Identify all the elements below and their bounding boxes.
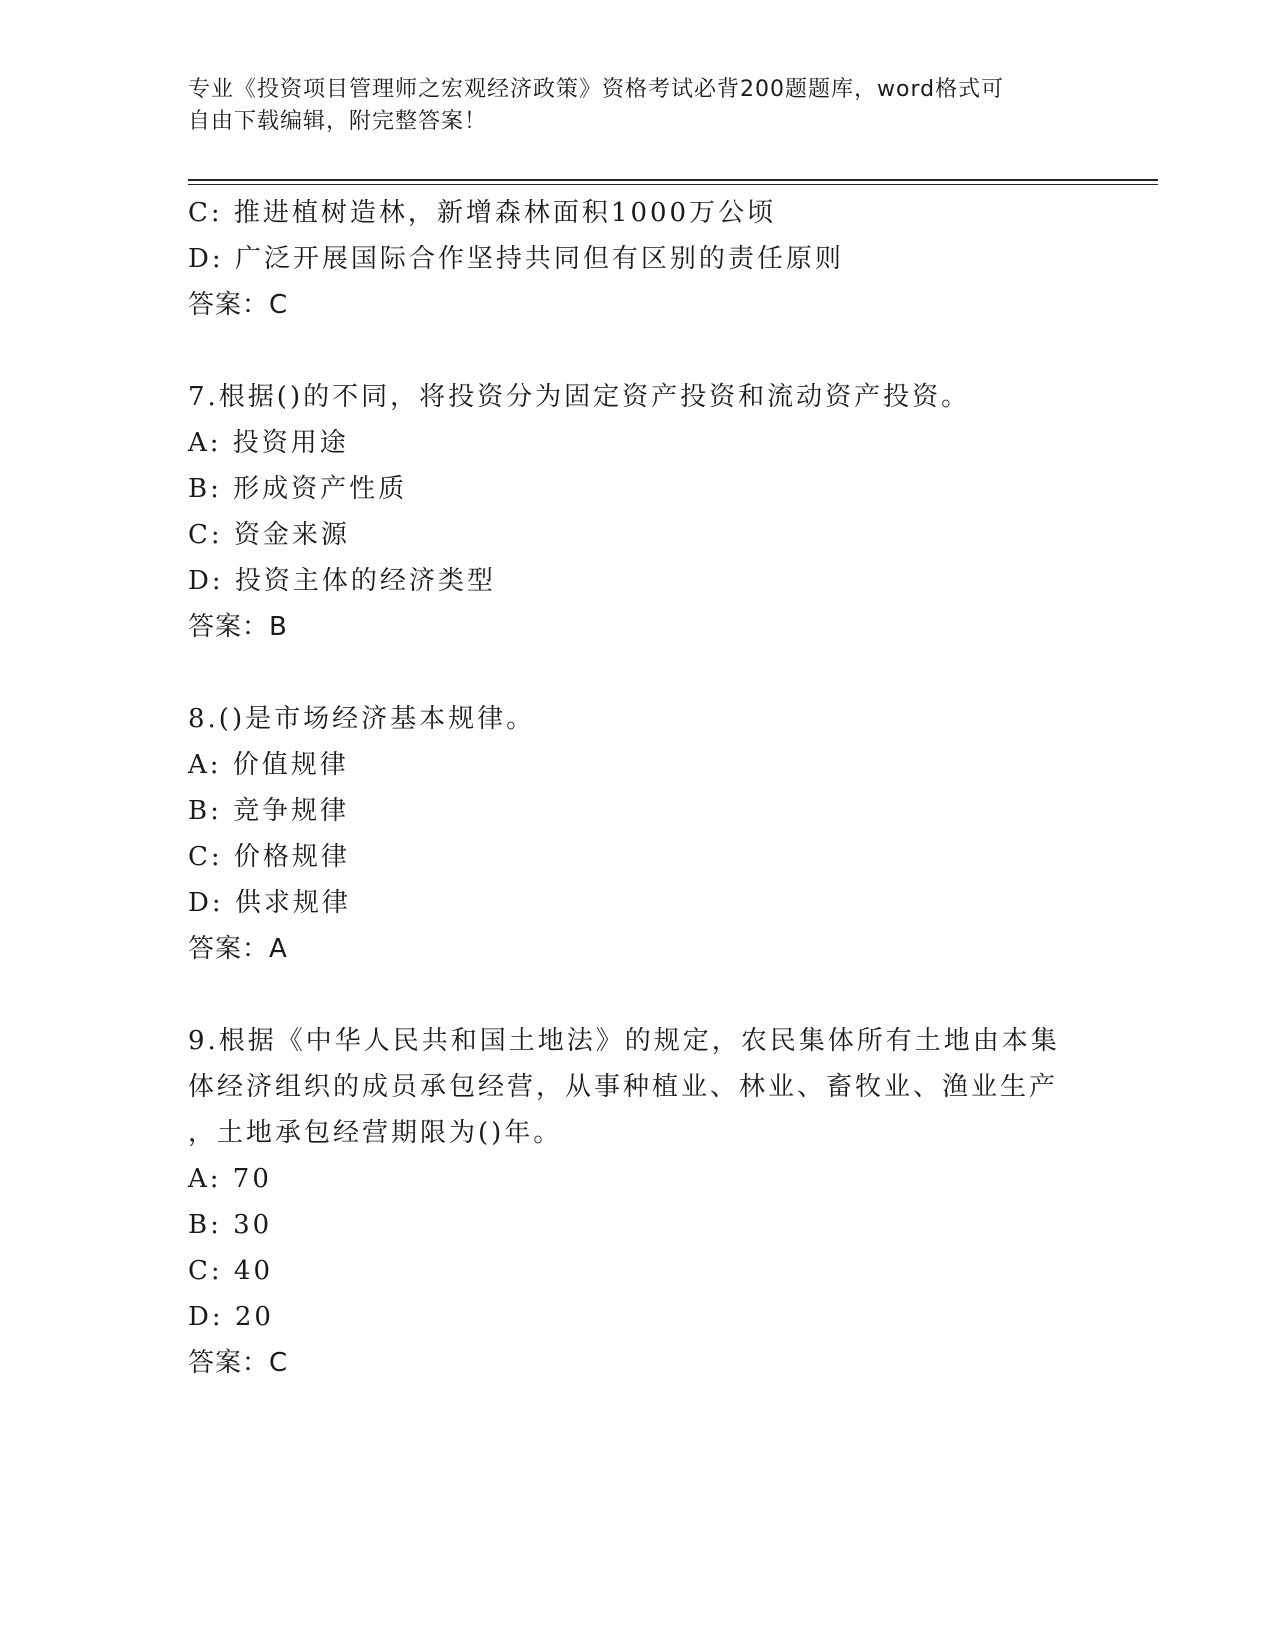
question-text: 7.根据()的不同，将投资分为固定资产投资和流动资产投资。 xyxy=(188,382,971,412)
header-divider-thick xyxy=(188,179,1158,181)
question-text-line-3: ，土地承包经营期限为()年。 xyxy=(188,1118,563,1148)
option-d: D: 供求规律 xyxy=(188,888,351,918)
question-text-line-1: 9.根据《中华人民共和国土地法》的规定，农民集体所有土地由本集 xyxy=(188,1026,1060,1056)
answer: 答案：B xyxy=(188,612,288,642)
question-6-tail xyxy=(188,190,1088,328)
header-line-1: 专业《投资项目管理师之宏观经济政策》资格考试必背200题题库，word格式可 xyxy=(188,77,1005,102)
option-a: A: 价值规律 xyxy=(188,750,349,780)
option-c: C: 40 xyxy=(188,1256,274,1286)
option-b: B: 30 xyxy=(188,1210,273,1240)
answer: 答案：C xyxy=(188,290,289,320)
option-d: D: 20 xyxy=(188,1302,274,1332)
option-d: D: 广泛开展国际合作坚持共同但有区别的责任原则 xyxy=(188,244,844,274)
option-a: A: 70 xyxy=(188,1164,272,1194)
spacer xyxy=(188,972,1088,1018)
header-line-2: 自由下载编辑，附完整答案！ xyxy=(188,109,488,134)
option-a: A: 投资用途 xyxy=(188,428,349,458)
question-8 xyxy=(188,696,1088,972)
option-b: B: 竞争规律 xyxy=(188,796,350,826)
answer: 答案：A xyxy=(188,934,288,964)
option-b: B: 形成资产性质 xyxy=(188,474,408,504)
option-c: C: 资金来源 xyxy=(188,520,350,550)
option-c: C: 推进植树造林，新增森林面积1000万公顷 xyxy=(188,198,777,228)
question-9 xyxy=(188,1018,1088,1386)
question-list xyxy=(188,190,1088,1386)
question-text: 8.()是市场经济基本规律。 xyxy=(188,704,536,734)
answer: 答案：C xyxy=(188,1348,289,1378)
spacer xyxy=(188,650,1088,696)
spacer xyxy=(188,328,1088,374)
option-d: D: 投资主体的经济类型 xyxy=(188,566,496,596)
option-c: C: 价格规律 xyxy=(188,842,350,872)
question-7 xyxy=(188,374,1088,650)
header-divider-thin xyxy=(188,184,1158,185)
question-text-line-2: 体经济组织的成员承包经营，从事种植业、林业、畜牧业、渔业生产 xyxy=(188,1072,1059,1102)
document-header xyxy=(188,74,1068,138)
